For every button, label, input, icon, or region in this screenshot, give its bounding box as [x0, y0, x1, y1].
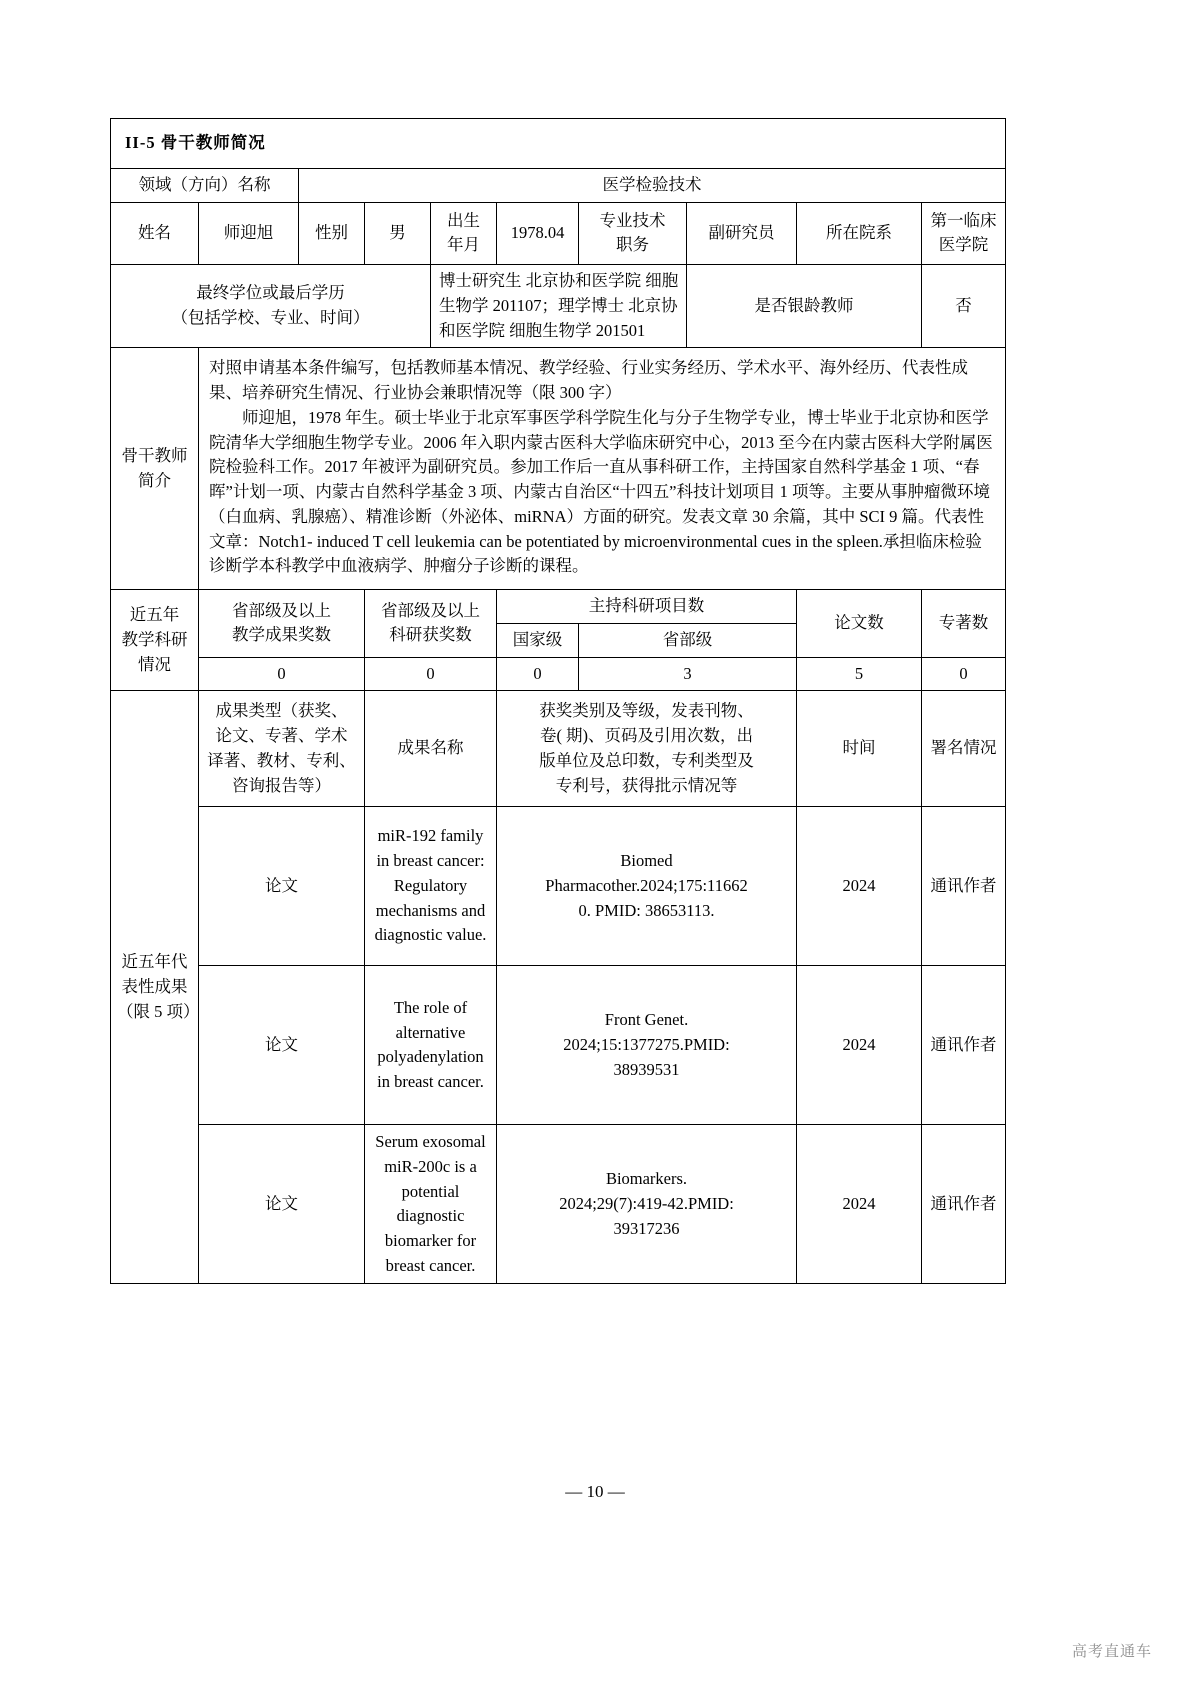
achievement-detail-line: 2024;29(7):419-42.PMID:	[559, 1193, 734, 1213]
achievement-name-line: biomarker for	[384, 1231, 477, 1250]
teaching-awards-header	[199, 590, 365, 658]
birth-label	[431, 202, 497, 265]
achievement-type: 论文	[199, 807, 365, 966]
bio-guide-text: 对照申请基本条件编写，包括教师基本情况、教学经验、行业实务经历、学术水平、海外经历、代表性成果、培养研究生情况、行业协会兼职情况等（限 300 字）	[209, 358, 968, 402]
achievement-type: 论文	[199, 966, 365, 1125]
degree-label-line2: （包括学校、专业、时间）	[171, 308, 370, 328]
teacher-profile-table	[110, 118, 1006, 1284]
bio-label-line2: 简介	[138, 470, 171, 490]
silver-teacher-label: 是否银龄教师	[687, 265, 922, 348]
table-row-achievements-header	[111, 691, 1006, 807]
achievement-type-header-line4: 咨询报告等）	[232, 775, 331, 795]
achievement-name	[365, 1125, 497, 1284]
watermark: 高考直通车	[1071, 1643, 1152, 1660]
achievement-detail	[497, 1125, 797, 1284]
achievement-name-line: diagnostic	[396, 1206, 465, 1226]
degree-value-line3: 和医学院 细胞生物学 201501	[439, 320, 646, 340]
gender-label: 性别	[299, 202, 365, 265]
degree-label	[111, 265, 431, 348]
birth-label-line2: 年月	[447, 235, 480, 255]
provincial-projects-header: 省部级	[579, 623, 797, 657]
table-row-title	[111, 119, 1006, 169]
achievement-detail-line: Front Genet.	[604, 1010, 689, 1030]
bio-label-line1: 骨干教师	[121, 445, 188, 465]
achievements-label-line3: （限 5 项）	[117, 1001, 200, 1021]
achievement-detail-line: Biomed	[620, 851, 673, 871]
table-row-degree	[111, 265, 1006, 348]
form-sheet	[110, 118, 1005, 1284]
teaching-awards-header-line1: 省部级及以上	[232, 600, 331, 620]
achievement-name-line: Regulatory	[393, 875, 468, 895]
books-header: 专著数	[922, 590, 1006, 658]
achievement-detail-line: 2024;15:1377275.PMID:	[563, 1034, 730, 1054]
achievement-name-line: The role of	[393, 997, 468, 1017]
achievement-signature: 通讯作者	[922, 966, 1006, 1125]
research-awards-header-line1: 省部级及以上	[381, 600, 480, 620]
achievement-name-line: breast cancer.	[385, 1255, 476, 1275]
achievement-type-header-line1: 成果类型（获奖、	[215, 701, 348, 721]
provincial-projects-value: 3	[579, 657, 797, 691]
teaching-awards-value: 0	[199, 657, 365, 691]
table-row-stats-header	[111, 590, 1006, 624]
teaching-awards-header-line2: 教学成果奖数	[232, 625, 331, 645]
stats-label-line1: 近五年	[129, 605, 180, 624]
achievement-signature: 通讯作者	[922, 1125, 1006, 1284]
achievement-name-line: diagnostic value.	[374, 925, 487, 945]
papers-header: 论文数	[797, 590, 922, 658]
achievement-detail-line: 0. PMID: 38653113.	[578, 900, 715, 920]
achievement-detail	[497, 807, 797, 966]
job-title-value: 副研究员	[687, 202, 797, 265]
research-awards-header-line2: 科研获奖数	[389, 625, 472, 645]
achievement-signature-header: 署名情况	[922, 691, 1006, 807]
national-projects-header: 国家级	[497, 623, 579, 657]
achievement-name-line: Serum exosomal	[375, 1132, 486, 1151]
degree-label-line1: 最终学位或最后学历	[196, 283, 345, 303]
stats-label-line3: 情况	[138, 654, 171, 674]
stats-label-line2: 教学科研	[121, 629, 188, 649]
books-value: 0	[922, 657, 1006, 691]
job-title-label-line2: 职务	[616, 235, 649, 255]
achievement-time: 2024	[797, 966, 922, 1125]
achievement-detail-header-line4: 专利号，获得批示情况等	[555, 775, 738, 795]
achievement-detail-line: Biomarkers.	[605, 1169, 688, 1189]
achievement-time: 2024	[797, 1125, 922, 1284]
research-awards-value: 0	[365, 657, 497, 691]
achievement-name-header: 成果名称	[365, 691, 497, 807]
achievement-name-line: miR-192 family	[377, 826, 484, 846]
birth-value: 1978.04	[497, 202, 579, 265]
achievement-detail-header-line1: 获奖类别及等级，发表刊物、	[539, 701, 754, 721]
degree-value-line2: 生物学 201107；理学博士 北京协	[439, 295, 678, 315]
achievement-signature: 通讯作者	[922, 807, 1006, 966]
table-row	[111, 807, 1006, 966]
achievement-detail-line: 38939531	[613, 1059, 680, 1079]
achievement-type-header	[199, 691, 365, 807]
birth-label-line1: 出生	[447, 210, 480, 230]
department-label: 所在院系	[797, 202, 922, 265]
achievement-detail-header-line2: 卷( 期)、页码及引用次数，出	[539, 726, 754, 745]
section-title: II-5 骨干教师简况	[111, 119, 1006, 169]
achievement-name-line: mechanisms and	[375, 900, 486, 920]
table-row-stats-values	[111, 657, 1006, 691]
achievement-detail	[497, 966, 797, 1125]
national-projects-value: 0	[497, 657, 579, 691]
achievement-name-line: alternative	[395, 1022, 466, 1042]
stats-label	[111, 590, 199, 691]
name-value: 师迎旭	[199, 202, 299, 265]
achievement-type-header-line2: 论文、专著、学术	[215, 726, 348, 745]
field-label: 领域（方向）名称	[111, 168, 299, 202]
achievements-label-line1: 近五年代	[121, 952, 188, 972]
achievement-time-header: 时间	[797, 691, 922, 807]
degree-value	[431, 265, 687, 348]
bio-content	[199, 348, 1006, 590]
table-row	[111, 966, 1006, 1125]
achievements-label	[111, 691, 199, 1284]
department-value-line1: 第一临床	[930, 210, 997, 230]
job-title-label-line1: 专业技术	[599, 210, 666, 230]
achievement-time: 2024	[797, 807, 922, 966]
achievement-detail-line: Pharmacother.2024;175:11662	[545, 875, 748, 895]
projects-header: 主持科研项目数	[497, 590, 797, 624]
achievement-name-line: miR-200c is a	[384, 1156, 477, 1176]
silver-teacher-value: 否	[922, 265, 1006, 348]
table-row-bio	[111, 348, 1006, 590]
achievement-type: 论文	[199, 1125, 365, 1284]
degree-value-line1: 博士研究生 北京协和医学院 细胞	[439, 271, 679, 290]
research-awards-header	[365, 590, 497, 658]
table-row-field	[111, 168, 1006, 202]
department-value	[922, 202, 1006, 265]
bio-paragraph: 师迎旭，1978 年生。硕士毕业于北京军事医学科学院生化与分子生物学专业，博士毕业于北京协和医学院清华大学细胞生物学专业。2006 年入职内蒙古医科大学临床研究中心，2013 至今在内蒙古医科大学附属医院检验科工作。2017 年被评为副研究员。参加工作后一直从事科研工作，主持国家自然科学基金 1 项、“春晖”计划一项、内蒙古自然科学基金 3 项、内蒙古自治区“十四五”科技计划项目 1 项等。主要从事肿瘤微环境（白血病、乳腺癌）、精准诊断（外泌体、miRNA）方面的研究。发表文章 30 余篇，其中 SCI 9 篇。代表性文章：Notch1- induced T cell leukemia can be potentiated by microenvironmental cues in the spleen.承担临床检验诊断学本科教学中血液病学、肿瘤分子诊断的课程。	[209, 407, 993, 576]
department-value-line2: 医学院	[938, 235, 989, 255]
bio-label	[111, 348, 199, 590]
job-title-label	[579, 202, 687, 265]
achievement-name-line: in breast cancer:	[376, 851, 485, 871]
achievement-name-line: polyadenylation	[377, 1047, 484, 1067]
achievement-detail-header	[497, 691, 797, 807]
table-row	[111, 1125, 1006, 1284]
achievement-detail-line: 39317236	[613, 1218, 680, 1238]
page-number: — 10 —	[565, 1482, 625, 1501]
achievement-detail-header-line3: 版单位及总印数，专利类型及	[539, 750, 754, 770]
achievement-name	[365, 966, 497, 1125]
table-row-person	[111, 202, 1006, 265]
achievement-name	[365, 807, 497, 966]
achievements-label-line2: 表性成果	[121, 976, 188, 996]
name-label: 姓名	[111, 202, 199, 265]
achievement-type-header-line3: 译著、教材、专利、	[207, 750, 356, 770]
gender-value: 男	[365, 202, 431, 265]
achievement-name-line: potential	[401, 1181, 460, 1201]
papers-value: 5	[797, 657, 922, 691]
achievement-name-line: in breast cancer.	[377, 1072, 484, 1091]
field-value: 医学检验技术	[299, 168, 1006, 202]
